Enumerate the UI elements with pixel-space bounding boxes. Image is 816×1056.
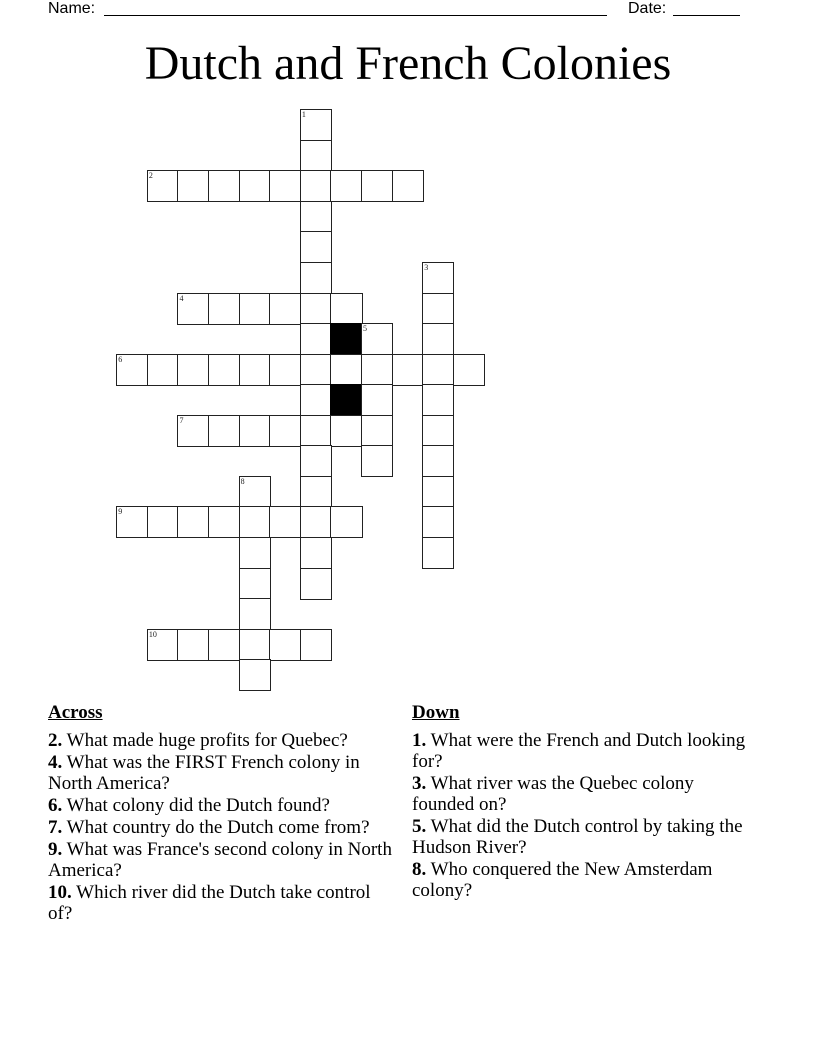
clue-down-8 <box>412 859 752 901</box>
clue-number: 9. <box>48 839 63 860</box>
grid-cell[interactable] <box>330 170 362 202</box>
grid-cell[interactable] <box>392 354 424 386</box>
grid-cell[interactable] <box>239 568 271 600</box>
clue-text: What was France's second colony in North America? <box>48 839 392 881</box>
grid-cell[interactable] <box>422 415 454 447</box>
clue-across-4 <box>48 752 393 794</box>
clue-number: 8. <box>412 859 427 880</box>
grid-cell[interactable] <box>330 506 362 538</box>
clue-number-label: 7 <box>179 415 184 425</box>
grid-cell[interactable] <box>361 354 393 386</box>
grid-cell[interactable] <box>300 262 332 294</box>
grid-cell[interactable] <box>300 415 332 447</box>
clue-across-10 <box>48 882 393 924</box>
grid-cell[interactable] <box>177 506 209 538</box>
grid-cell[interactable] <box>300 384 332 416</box>
clue-number-label: 10 <box>148 629 157 639</box>
clue-number: 4. <box>48 752 63 773</box>
clue-text: Who conquered the New Amsterdam colony? <box>412 859 713 901</box>
grid-cell[interactable] <box>300 293 332 325</box>
grid-cell[interactable] <box>330 415 362 447</box>
clue-down-5 <box>412 816 752 858</box>
grid-cell-8[interactable] <box>239 476 271 508</box>
grid-cell[interactable] <box>269 170 301 202</box>
grid-cell[interactable] <box>300 231 332 263</box>
clue-number-label: 8 <box>240 476 245 486</box>
grid-cell[interactable] <box>361 384 393 416</box>
grid-cell[interactable] <box>208 506 240 538</box>
grid-cell[interactable] <box>422 445 454 477</box>
header <box>48 0 748 20</box>
grid-cell-2[interactable] <box>147 170 179 202</box>
clue-number: 3. <box>412 773 427 794</box>
grid-cell[interactable] <box>177 170 209 202</box>
grid-cell[interactable] <box>422 537 454 569</box>
grid-cell[interactable] <box>300 476 332 508</box>
grid-cell[interactable] <box>269 354 301 386</box>
grid-cell[interactable] <box>300 445 332 477</box>
grid-cell[interactable] <box>269 506 301 538</box>
grid-cell[interactable] <box>300 170 332 202</box>
grid-cell[interactable] <box>392 170 424 202</box>
grid-cell[interactable] <box>361 445 393 477</box>
grid-cell[interactable] <box>239 598 271 630</box>
grid-cell[interactable] <box>300 629 332 661</box>
grid-cell[interactable] <box>269 293 301 325</box>
grid-cell[interactable] <box>208 170 240 202</box>
black-cell <box>330 323 362 355</box>
clue-number: 1. <box>412 730 427 751</box>
clue-number: 5. <box>412 816 427 837</box>
grid-cell[interactable] <box>453 354 485 386</box>
grid-cell[interactable] <box>239 659 271 691</box>
grid-cell[interactable] <box>422 384 454 416</box>
clue-text: Which river did the Dutch take control of? <box>48 882 371 924</box>
clue-number-label: 5 <box>363 324 368 334</box>
grid-cell-7[interactable] <box>177 415 209 447</box>
clue-number: 10. <box>48 882 72 903</box>
clue-number-label: 2 <box>148 171 153 181</box>
grid-cell[interactable] <box>177 629 209 661</box>
clue-text: What country do the Dutch come from? <box>66 817 370 838</box>
grid-cell-1[interactable] <box>300 109 332 141</box>
date-field[interactable] <box>673 15 740 16</box>
grid-cell[interactable] <box>147 506 179 538</box>
grid-cell[interactable] <box>330 354 362 386</box>
grid-cell[interactable] <box>269 415 301 447</box>
clue-number-label: 6 <box>118 354 123 364</box>
grid-cell[interactable] <box>422 354 454 386</box>
clue-across-2 <box>48 730 393 751</box>
grid-cell[interactable] <box>239 415 271 447</box>
grid-cell[interactable] <box>239 293 271 325</box>
page-title: Dutch and French Colonies <box>144 37 672 90</box>
grid-cell[interactable] <box>300 537 332 569</box>
black-cell <box>330 384 362 416</box>
grid-cell[interactable] <box>208 629 240 661</box>
grid-cell[interactable] <box>239 629 271 661</box>
grid-cell-10[interactable] <box>147 629 179 661</box>
grid-cell[interactable] <box>300 140 332 172</box>
grid-cell[interactable] <box>208 415 240 447</box>
grid-cell[interactable] <box>422 323 454 355</box>
clue-number-label: 3 <box>424 263 429 272</box>
grid-cell[interactable] <box>300 323 332 355</box>
clue-text: What were the French and Dutch looking for? <box>412 730 746 772</box>
grid-cell[interactable] <box>422 293 454 325</box>
clue-text: What was the FIRST French colony in North America? <box>48 752 360 794</box>
name-label: Name: <box>48 0 96 17</box>
grid-cell-9[interactable] <box>116 506 148 538</box>
clue-number: 6. <box>48 795 63 816</box>
grid-cell[interactable] <box>177 354 209 386</box>
grid-cell[interactable] <box>422 476 454 508</box>
clue-text: What did the Dutch control by taking the Hudson River? <box>412 816 743 858</box>
clue-across-7 <box>48 817 393 838</box>
clue-across-9 <box>48 839 393 881</box>
date-label: Date: <box>628 0 667 17</box>
across-clues <box>48 702 393 925</box>
grid-cell[interactable] <box>300 201 332 233</box>
clue-number-label: 1 <box>301 110 306 120</box>
grid-cell[interactable] <box>147 354 179 386</box>
grid-cell[interactable] <box>239 354 271 386</box>
clue-number-label: 9 <box>118 507 123 517</box>
grid-cell[interactable] <box>422 506 454 538</box>
clue-number: 7. <box>48 817 63 838</box>
grid-cell[interactable] <box>239 170 271 202</box>
clue-text: What river was the Quebec colony founded on? <box>412 773 694 815</box>
grid-cell[interactable] <box>239 506 271 538</box>
grid-cell[interactable] <box>269 629 301 661</box>
grid-cell-6[interactable] <box>116 354 148 386</box>
across-heading: Across <box>48 702 103 723</box>
clue-down-3 <box>412 773 752 815</box>
clue-number-label: 4 <box>179 293 184 303</box>
name-field[interactable] <box>104 15 607 16</box>
grid-cell[interactable] <box>300 354 332 386</box>
grid-cell-4[interactable] <box>177 293 209 325</box>
crossword-grid <box>117 110 487 695</box>
grid-cell[interactable] <box>361 415 393 447</box>
grid-cell[interactable] <box>300 506 332 538</box>
clue-number: 2. <box>48 730 63 751</box>
grid-cell[interactable] <box>330 293 362 325</box>
clue-down-1 <box>412 730 752 772</box>
clue-text: What colony did the Dutch found? <box>66 795 330 816</box>
grid-cell-5[interactable] <box>361 323 393 355</box>
grid-cell[interactable] <box>208 293 240 325</box>
grid-cell[interactable] <box>208 354 240 386</box>
grid-cell[interactable] <box>361 170 393 202</box>
grid-cell[interactable] <box>239 537 271 569</box>
grid-cell-3[interactable] <box>422 262 454 294</box>
clue-text: What made huge profits for Quebec? <box>66 730 348 751</box>
grid-cell[interactable] <box>300 568 332 600</box>
down-clues <box>412 702 752 902</box>
down-heading: Down <box>412 702 460 723</box>
clue-across-6 <box>48 795 393 816</box>
